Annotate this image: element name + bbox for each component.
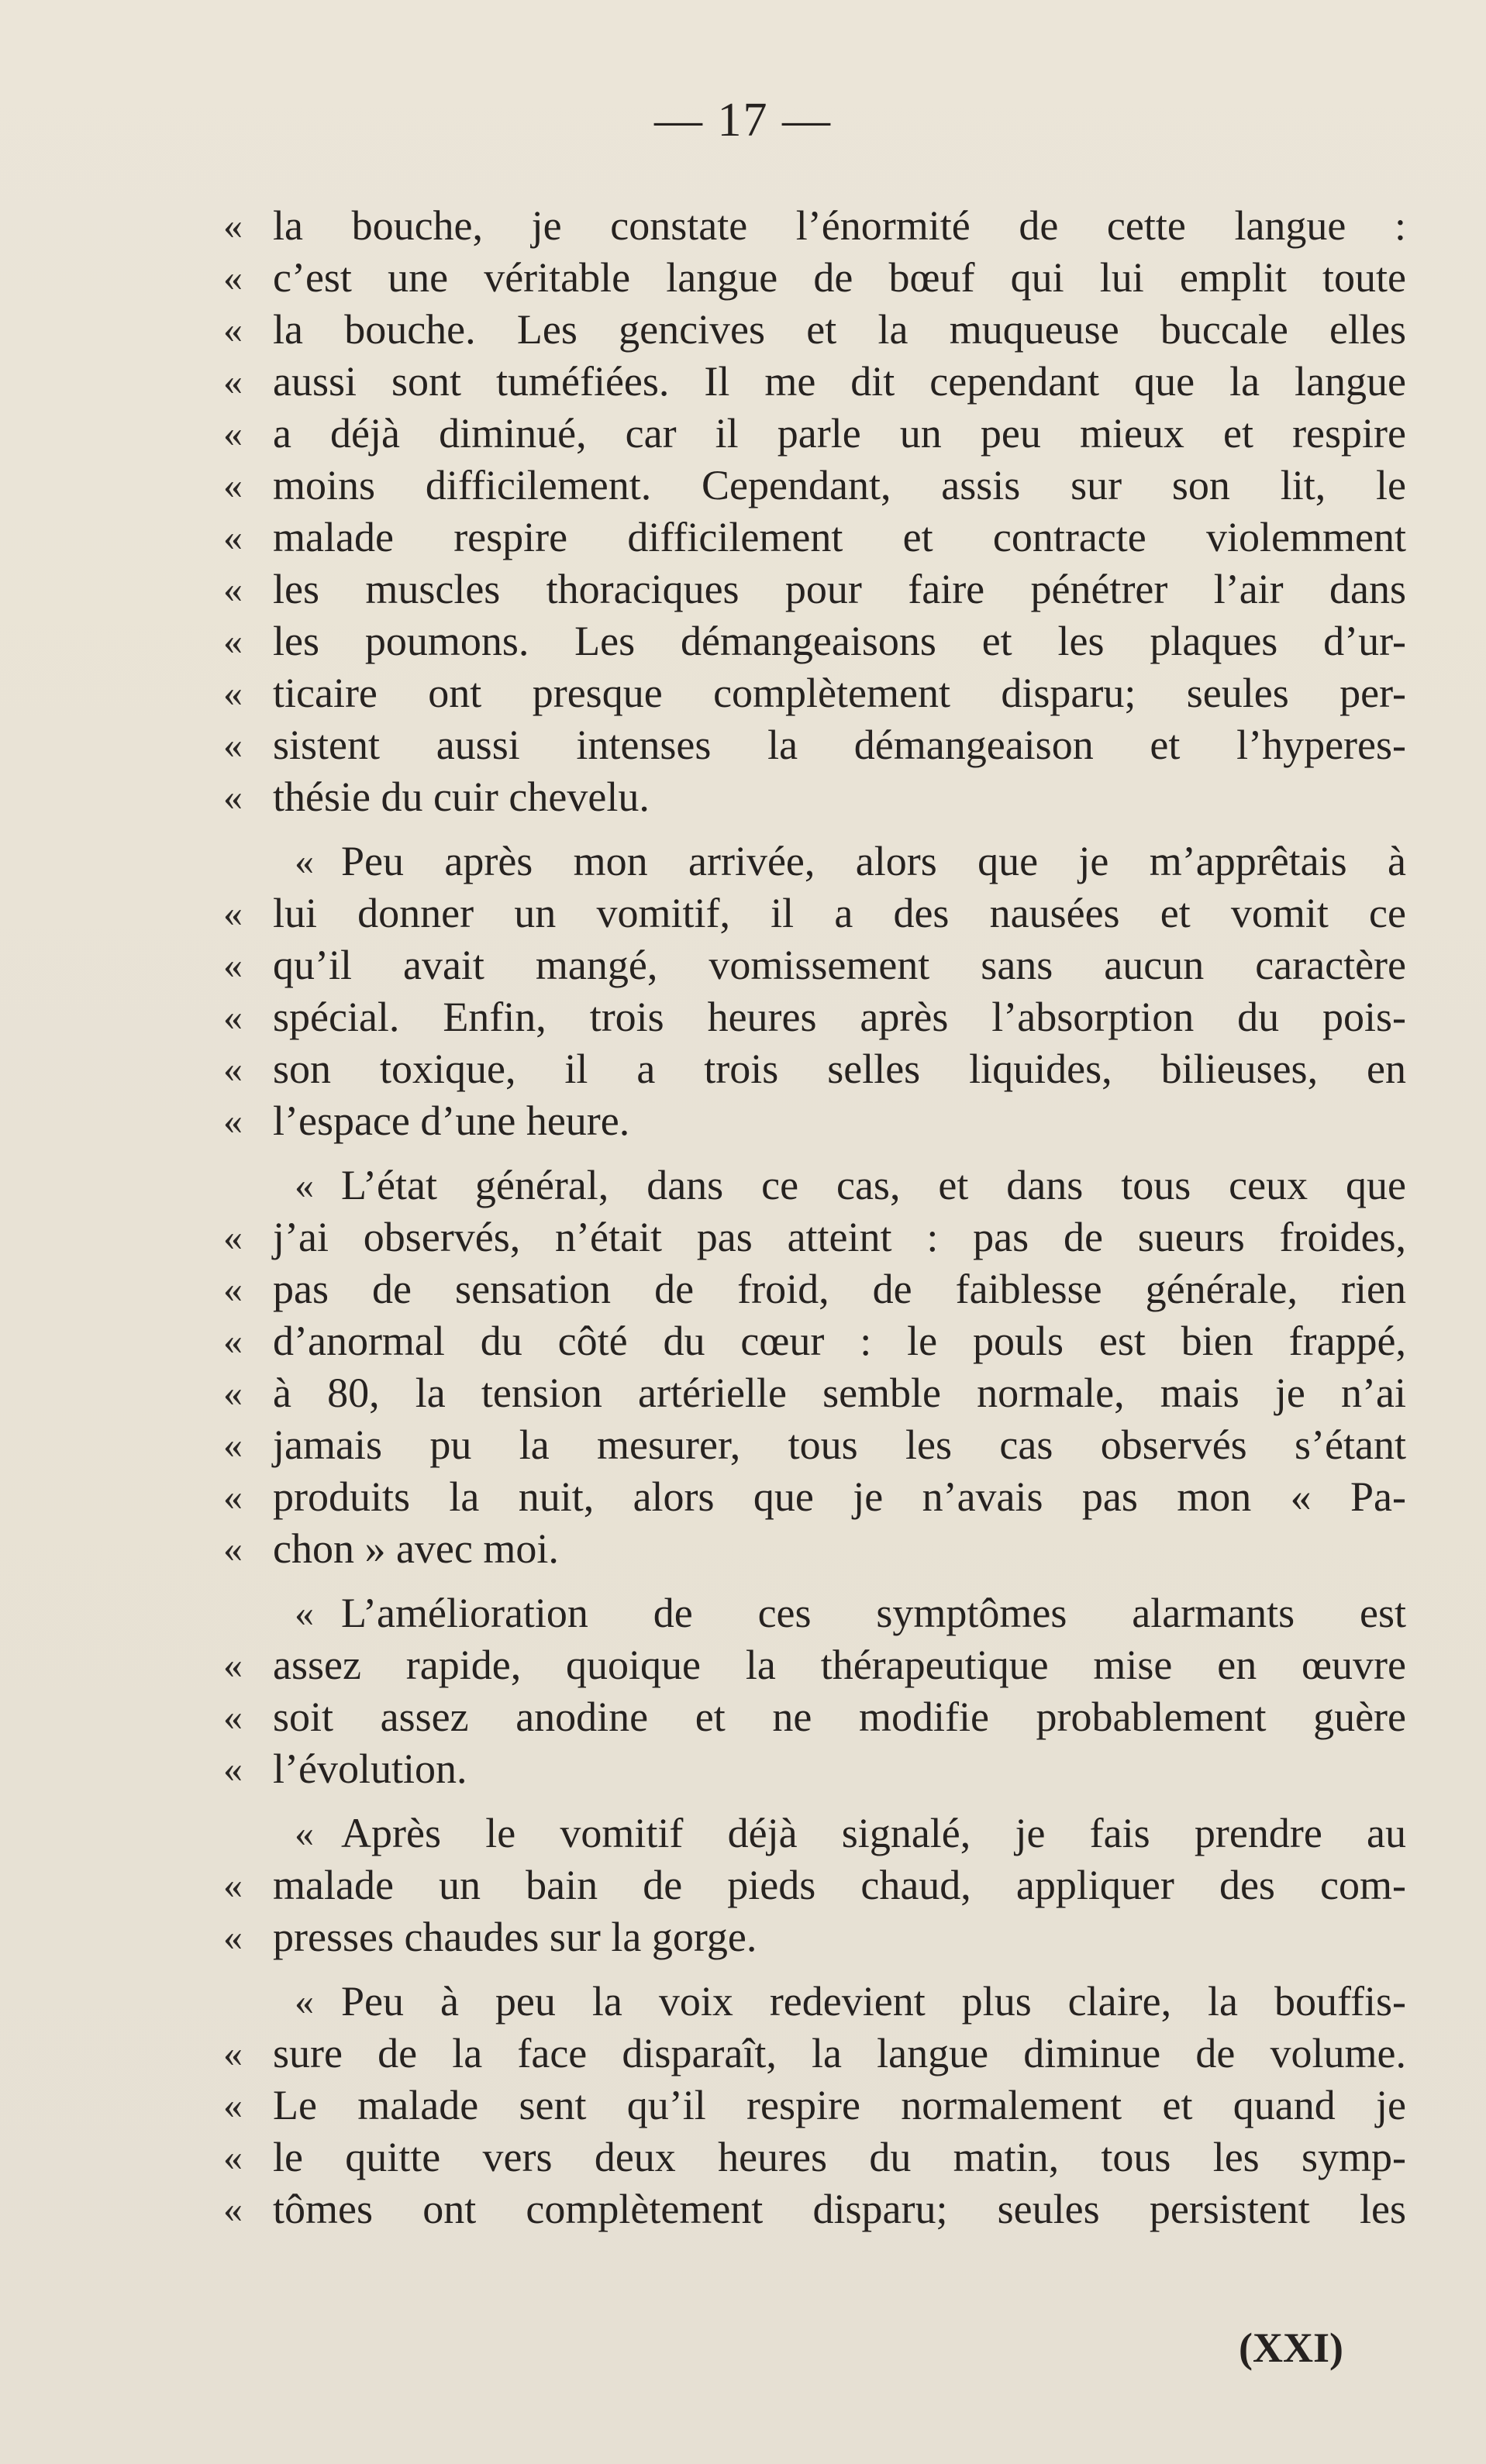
line-text: spécial. Enfin, trois heures après l’absorption du pois- <box>273 994 1406 1040</box>
quotation-mark: « <box>223 2032 243 2075</box>
line-text: chon » avec moi. <box>273 1525 559 1572</box>
quotation-mark: « <box>223 2083 243 2127</box>
quotation-mark: « <box>223 1747 243 1790</box>
text-line <box>0 1587 1486 1639</box>
quotation-mark: « <box>223 1527 243 1570</box>
text-line <box>0 719 1486 771</box>
line-text: j’ai observés, n’était pas atteint : pas de sueurs froides, <box>273 1214 1406 1260</box>
quotation-mark: « <box>223 1863 243 1907</box>
text-line <box>0 356 1486 408</box>
text-line <box>0 615 1486 667</box>
text-line <box>0 408 1486 460</box>
text-line <box>0 939 1486 991</box>
text-line <box>0 836 1486 887</box>
line-text: son toxique, il a trois selles liquides, bilieuses, en <box>273 1046 1406 1092</box>
line-text: c’est une véritable langue de bœuf qui lui emplit toute <box>273 254 1406 301</box>
quotation-mark: « <box>223 1319 243 1363</box>
quotation-mark: « <box>223 567 243 611</box>
paragraph <box>0 1808 1486 1963</box>
line-text: les poumons. Les démangeaisons et les plaques d’ur- <box>273 618 1406 664</box>
paragraph-gap <box>0 823 1486 836</box>
text-line <box>0 1315 1486 1367</box>
paragraph <box>0 1587 1486 1795</box>
text-line <box>0 1859 1486 1911</box>
quotation-mark: « <box>295 839 314 883</box>
line-text: moins difficilement. Cependant, assis sur son lit, le <box>273 462 1406 508</box>
line-text: l’évolution. <box>273 1745 467 1792</box>
line-text: jamais pu la mesurer, tous les cas observés s’étant <box>273 1422 1406 1468</box>
quotation-mark: « <box>223 1047 243 1091</box>
text-line <box>0 563 1486 615</box>
quotation-mark: « <box>223 891 243 935</box>
line-text: malade respire difficilement et contracte violemment <box>273 514 1406 560</box>
quotation-mark: « <box>223 308 243 351</box>
text-line <box>0 2028 1486 2080</box>
line-text: Peu à peu la voix redevient plus claire, la bouffis- <box>341 1978 1406 2025</box>
line-text: lui donner un vomitif, il a des nausées et vomit ce <box>273 890 1406 936</box>
line-text: pas de sensation de froid, de faiblesse générale, rien <box>273 1266 1406 1312</box>
paragraph-gap <box>0 1963 1486 1976</box>
quotation-mark: « <box>223 1215 243 1259</box>
quotation-mark: « <box>223 619 243 663</box>
quotation-mark: « <box>223 775 243 818</box>
paragraph <box>0 836 1486 1147</box>
quotation-mark: « <box>223 723 243 767</box>
text-line <box>0 2131 1486 2183</box>
text-line <box>0 512 1486 563</box>
line-text: a déjà diminué, car il parle un peu mieux et respire <box>273 410 1406 457</box>
line-text: soit assez anodine et ne modifie probablement guère <box>273 1694 1406 1740</box>
text-line <box>0 304 1486 356</box>
text-line <box>0 1639 1486 1691</box>
text-line <box>0 1043 1486 1095</box>
line-text: produits la nuit, alors que je n’avais pas mon « Pa- <box>273 1473 1406 1520</box>
line-text: Le malade sent qu’il respire normalement et quand je <box>273 2082 1406 2128</box>
text-line <box>0 460 1486 512</box>
paragraph-gap <box>0 1575 1486 1587</box>
line-text: aussi sont tuméfiées. Il me dit cependant que la langue <box>273 358 1406 405</box>
line-text: Peu après mon arrivée, alors que je m’apprêtais à <box>341 838 1406 884</box>
quotation-mark: « <box>223 1475 243 1518</box>
line-text: sistent aussi intenses la démangeaison et l’hyperes- <box>273 722 1406 768</box>
text-line <box>0 771 1486 823</box>
quotation-mark: « <box>223 943 243 987</box>
line-text: l’espace d’une heure. <box>273 1098 630 1144</box>
line-text: L’amélioration de ces symptômes alarmants est <box>341 1590 1406 1636</box>
paragraph <box>0 1976 1486 2235</box>
quotation-mark: « <box>223 464 243 507</box>
text-line <box>0 991 1486 1043</box>
quotation-mark: « <box>295 1163 314 1207</box>
quotation-mark: « <box>223 1423 243 1466</box>
quotation-mark: « <box>223 995 243 1039</box>
text-line <box>0 1976 1486 2028</box>
text-line <box>0 1911 1486 1963</box>
quotation-mark: « <box>223 204 243 247</box>
quotation-mark: « <box>223 360 243 403</box>
signature-mark: (XXI) <box>1239 2324 1343 2371</box>
page-number: — 17 — <box>654 94 832 146</box>
line-text: la bouche, je constate l’énormité de cette langue : <box>273 202 1406 249</box>
quotation-mark: « <box>223 1267 243 1311</box>
text-line <box>0 200 1486 252</box>
quotation-mark: « <box>223 1371 243 1415</box>
quotation-mark: « <box>223 671 243 715</box>
quotation-mark: « <box>295 1811 314 1855</box>
quotation-mark: « <box>295 1591 314 1635</box>
line-text: malade un bain de pieds chaud, appliquer des com- <box>273 1862 1406 1908</box>
text-line <box>0 2080 1486 2131</box>
paragraph-gap <box>0 1795 1486 1808</box>
body-text <box>0 200 1486 2235</box>
quotation-mark: « <box>223 2187 243 2231</box>
paragraph <box>0 1160 1486 1575</box>
text-line <box>0 1095 1486 1147</box>
text-line <box>0 1367 1486 1419</box>
line-text: ticaire ont presque complètement disparu; seules per- <box>273 670 1406 716</box>
text-line <box>0 1691 1486 1743</box>
line-text: d’anormal du côté du cœur : le pouls est bien frappé, <box>273 1318 1406 1364</box>
text-line <box>0 1523 1486 1575</box>
text-line <box>0 1471 1486 1523</box>
line-text: la bouche. Les gencives et la muqueuse buccale elles <box>273 306 1406 353</box>
quotation-mark: « <box>223 256 243 299</box>
text-line <box>0 667 1486 719</box>
paragraph <box>0 200 1486 823</box>
text-line <box>0 1743 1486 1795</box>
line-text: thésie du cuir chevelu. <box>273 774 650 820</box>
quotation-mark: « <box>223 1643 243 1687</box>
text-line <box>0 1808 1486 1859</box>
paragraph-gap <box>0 1147 1486 1160</box>
text-line <box>0 887 1486 939</box>
text-line <box>0 2183 1486 2235</box>
line-text: le quitte vers deux heures du matin, tous les symp- <box>273 2134 1406 2180</box>
quotation-mark: « <box>223 2135 243 2179</box>
line-text: assez rapide, quoique la thérapeutique mise en œuvre <box>273 1642 1406 1688</box>
text-line <box>0 1160 1486 1211</box>
text-line <box>0 1263 1486 1315</box>
line-text: les muscles thoraciques pour faire pénétrer l’air dans <box>273 566 1406 612</box>
text-line <box>0 1419 1486 1471</box>
line-text: tômes ont complètement disparu; seules persistent les <box>273 2186 1406 2232</box>
line-text: à 80, la tension artérielle semble normale, mais je n’ai <box>273 1370 1406 1416</box>
line-text: sure de la face disparaît, la langue diminue de volume. <box>273 2030 1406 2076</box>
quotation-mark: « <box>295 1980 314 2023</box>
line-text: L’état général, dans ce cas, et dans tous ceux que <box>341 1162 1406 1208</box>
line-text: Après le vomitif déjà signalé, je fais prendre au <box>341 1810 1406 1856</box>
quotation-mark: « <box>223 412 243 455</box>
quotation-mark: « <box>223 515 243 559</box>
text-line <box>0 252 1486 304</box>
quotation-mark: « <box>223 1915 243 1959</box>
line-text: qu’il avait mangé, vomissement sans aucun caractère <box>273 942 1406 988</box>
quotation-mark: « <box>223 1695 243 1739</box>
line-text: presses chaudes sur la gorge. <box>273 1914 757 1960</box>
text-line <box>0 1211 1486 1263</box>
quotation-mark: « <box>223 1099 243 1142</box>
